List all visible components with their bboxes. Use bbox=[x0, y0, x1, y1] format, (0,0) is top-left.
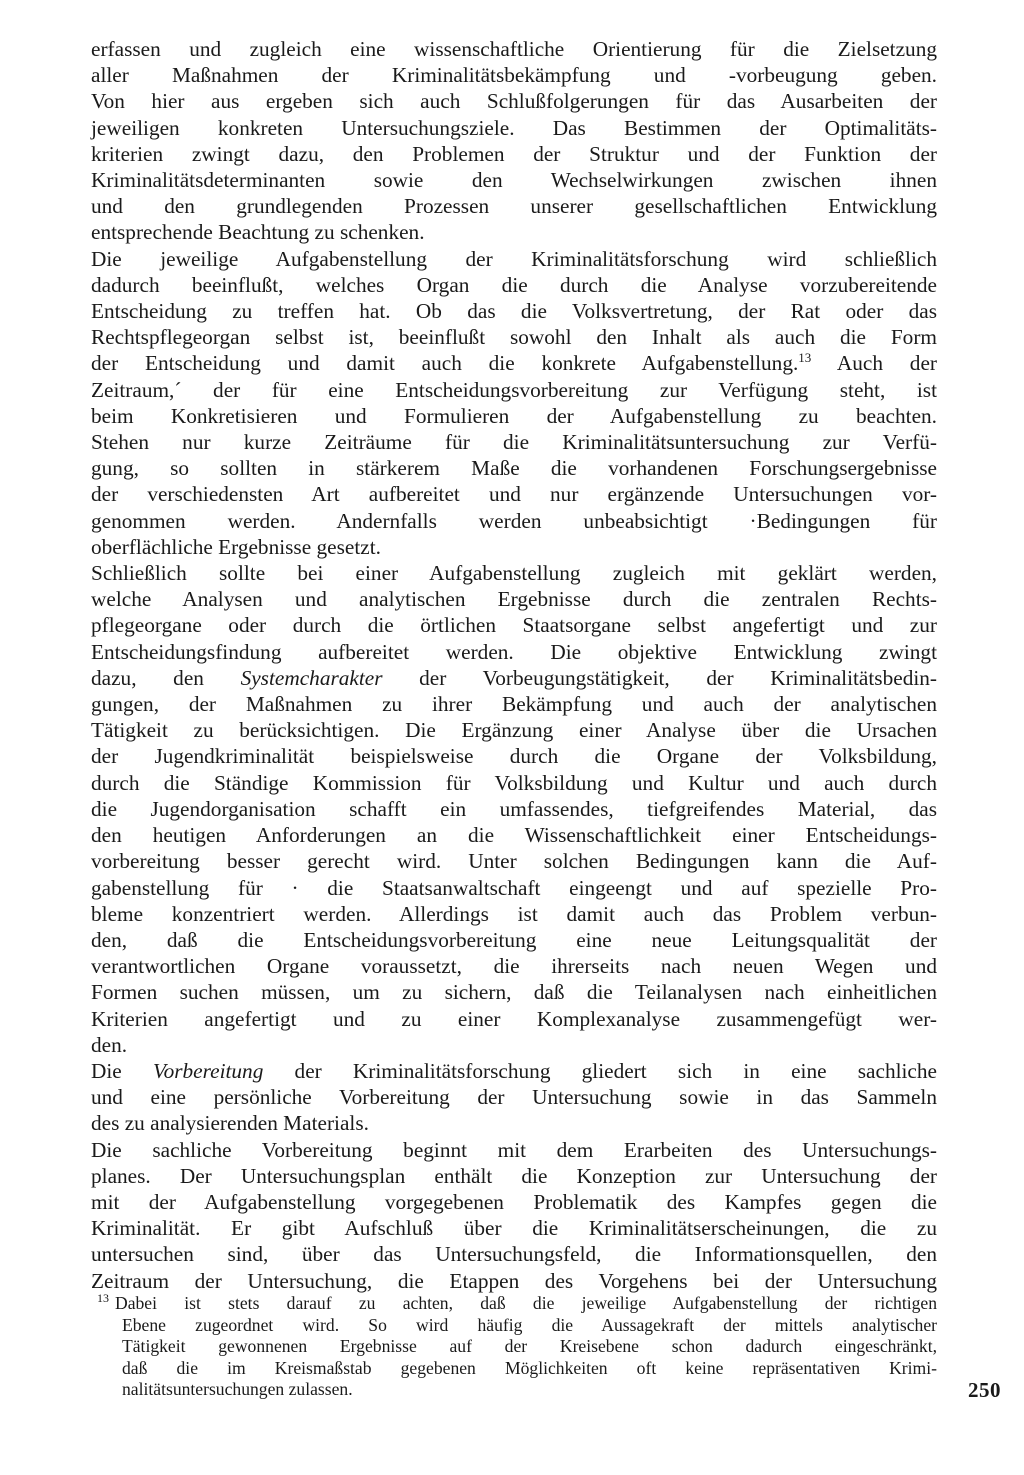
emphasis-vorbereitung: Vorbereitung bbox=[152, 1058, 264, 1083]
text-line: gungen, der Maßnahmen zu ihrer Bekämpfung und auch der analytischen bbox=[91, 692, 937, 717]
text-line: Formen suchen müssen, um zu sichern, daß die Teilanalysen nach einheitlichen bbox=[91, 980, 937, 1005]
text-line: Kriterien angefertigt und zu einer Komplexanalyse zusammengefügt wer- bbox=[91, 1006, 937, 1031]
footnote-line: Tätigkeit gewonnenen Ergebnisse auf der Kreisebene schon dadurch eingeschränkt, bbox=[122, 1336, 937, 1357]
text-line: den. bbox=[91, 1032, 128, 1057]
text-segment: der Entscheidung und damit auch die konkrete Aufgabenstellung. bbox=[91, 351, 799, 376]
footnote-text: Dabei ist stets darauf zu achten, daß die jeweilige Aufgabenstellung der richtigen bbox=[115, 1293, 937, 1313]
text-segment: Auch der bbox=[811, 351, 937, 376]
text-line: gabenstellung für · die Staatsanwaltschaft eingeengt und auf spezielle Pro- bbox=[91, 875, 937, 900]
text-line: des zu analysierenden Materials. bbox=[91, 1111, 369, 1136]
text-line: Zeitraum,´ der für eine Entscheidungsvorbereitung zur Verfügung steht, ist bbox=[91, 377, 937, 402]
text-line: Von hier aus ergeben sich auch Schlußfolgerungen für das Ausarbeiten der bbox=[91, 89, 937, 114]
text-line: Rechtspflegeorgan selbst ist, beeinflußt sowohl den Inhalt als auch die Form bbox=[91, 325, 937, 350]
main-text bbox=[91, 36, 937, 1294]
text-line: entsprechende Beachtung zu schenken. bbox=[91, 220, 425, 245]
text-line: genommen werden. Andernfalls werden unbeabsichtigt ·Bedingungen für bbox=[91, 508, 937, 533]
text-line: Kriminalitätsdeterminanten sowie den Wechselwirkungen zwischen ihnen bbox=[91, 168, 937, 193]
text-line: der Jugendkriminalität beispielsweise durch die Organe der Volksbildung, bbox=[91, 744, 937, 769]
text-line: welche Analysen und analytischen Ergebnisse durch die zentralen Rechts- bbox=[91, 587, 937, 612]
text-line: Schließlich sollte bei einer Aufgabenstellung zugleich mit geklärt werden, bbox=[91, 561, 937, 586]
footnote-line: daß die im Kreismaßstab gegebenen Möglichkeiten oft keine repräsentativen Krimi- bbox=[122, 1357, 937, 1378]
text-line: Tätigkeit zu berücksichtigen. Die Ergänzung einer Analyse über die Ursachen bbox=[91, 718, 937, 743]
text-line: durch die Ständige Kommission für Volksbildung und Kultur und auch durch bbox=[91, 770, 937, 795]
text-line: Die jeweilige Aufgabenstellung der Kriminalitätsforschung wird schließlich bbox=[91, 246, 937, 271]
text-line: den heutigen Anforderungen an die Wissenschaftlichkeit einer Entscheidungs- bbox=[91, 823, 937, 848]
text-line-with-emphasis bbox=[91, 1058, 937, 1084]
text-segment: dazu, den bbox=[91, 665, 241, 690]
text-segment: der Vorbeugungstätigkeit, der Kriminalitätsbedin- bbox=[382, 665, 937, 690]
text-line: aller Maßnahmen der Kriminalitätsbekämpfung und -vorbeugung geben. bbox=[91, 63, 937, 88]
text-line: vorbereitung besser gerecht wird. Unter solchen Bedingungen kann die Auf- bbox=[91, 849, 937, 874]
text-line: die Jugendorganisation schafft ein umfassendes, tiefgreifendes Material, das bbox=[91, 796, 937, 821]
text-line: und eine persönliche Vorbereitung der Untersuchung sowie in das Sammeln bbox=[91, 1085, 937, 1110]
text-line: der verschiedensten Art aufbereitet und nur ergänzende Untersuchungen vor- bbox=[91, 482, 937, 507]
footnote-block bbox=[97, 1293, 937, 1401]
text-line: bleme konzentriert werden. Allerdings ist damit auch das Problem verbun- bbox=[91, 901, 937, 926]
text-line-with-emphasis bbox=[91, 665, 937, 691]
footnote-line: Ebene zugeordnet wird. So wird häufig die Aussagekraft der mittels analytischer bbox=[122, 1314, 937, 1335]
text-line: verantwortlichen Organe voraussetzt, die ihrerseits nach neuen Wegen und bbox=[91, 954, 937, 979]
text-line: Entscheidung zu treffen hat. Ob das die Volksvertretung, der Rat oder das bbox=[91, 299, 937, 324]
text-line: Kriminalität. Er gibt Aufschluß über die Kriminalitätserscheinungen, die zu bbox=[91, 1216, 937, 1241]
text-segment: Die bbox=[91, 1058, 153, 1083]
text-line: und den grundlegenden Prozessen unserer gesellschaftlichen Entwicklung bbox=[91, 194, 937, 219]
text-line: Die sachliche Vorbereitung beginnt mit dem Erarbeiten des Untersuchungs- bbox=[91, 1137, 937, 1162]
text-line: kriterien zwingt dazu, den Problemen der Struktur und der Funktion der bbox=[91, 141, 937, 166]
text-line: mit der Aufgabenstellung vorgegebenen Problematik des Kampfes gegen die bbox=[91, 1189, 937, 1214]
footnote-line: nalitätsuntersuchungen zulassen. bbox=[122, 1379, 353, 1400]
page-number: 250 bbox=[968, 1378, 1001, 1402]
footnote-line bbox=[97, 1293, 937, 1315]
footnote-reference[interactable]: 13 bbox=[798, 350, 812, 366]
text-line: Zeitraum der Untersuchung, die Etappen des Vorgehens bei der Untersuchung bbox=[91, 1268, 937, 1293]
text-line: planes. Der Untersuchungsplan enthält die Konzeption zur Untersuchung der bbox=[91, 1163, 937, 1188]
text-segment: der Kriminalitätsforschung gliedert sich in eine sachliche bbox=[263, 1058, 937, 1083]
text-line: untersuchen sind, über das Untersuchungsfeld, die Informationsquellen, den bbox=[91, 1242, 937, 1267]
text-line: Entscheidungsfindung aufbereitet werden. Die objektive Entwicklung zwingt bbox=[91, 639, 937, 664]
text-line: beim Konkretisieren und Formulieren der Aufgabenstellung zu beachten. bbox=[91, 403, 937, 428]
text-line: oberflächliche Ergebnisse gesetzt. bbox=[91, 534, 381, 559]
text-line-with-footnote bbox=[91, 350, 937, 376]
text-line: gung, so sollten in stärkerem Maße die vorhandenen Forschungsergebnisse bbox=[91, 456, 937, 481]
text-line: dadurch beeinflußt, welches Organ die durch die Analyse vorzubereitende bbox=[91, 272, 937, 297]
text-line: erfassen und zugleich eine wissenschaftliche Orientierung für die Zielsetzung bbox=[91, 37, 937, 61]
text-line: Stehen nur kurze Zeiträume für die Kriminalitätsuntersuchung zur Verfü- bbox=[91, 430, 937, 455]
footnote-marker: 13 bbox=[97, 1291, 109, 1306]
emphasis-systemcharakter: Systemcharakter bbox=[240, 665, 383, 690]
text-line: den, daß die Entscheidungsvorbereitung eine neue Leitungsqualität der bbox=[91, 927, 937, 952]
text-line: jeweiligen konkreten Untersuchungsziele. Das Bestimmen der Optimalitäts- bbox=[91, 115, 937, 140]
text-line: pflegeorgane oder durch die örtlichen Staatsorgane selbst angefertigt und zur bbox=[91, 613, 937, 638]
